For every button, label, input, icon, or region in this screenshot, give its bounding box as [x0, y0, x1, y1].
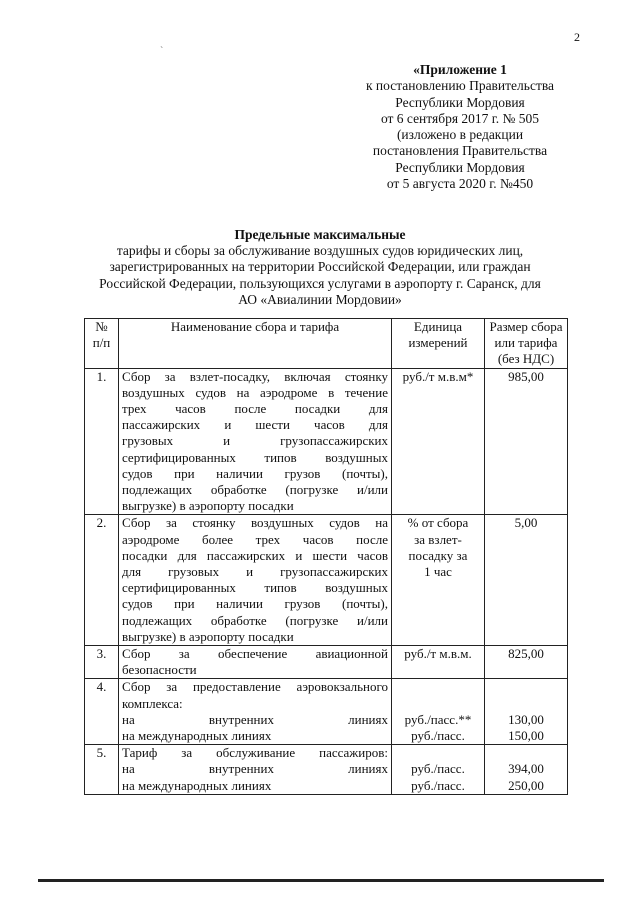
row-number: 1. [85, 368, 119, 515]
heading-line: зарегистрированных на территории Российской Федерации, или граждан [109, 259, 531, 275]
header-size-line: или тарифа [494, 335, 558, 351]
header-num-line: № [95, 319, 108, 334]
header-unit-line: измерений [408, 335, 468, 351]
row-unit-line: руб./пасс. [411, 728, 465, 744]
document-heading [80, 227, 560, 308]
row-unit [392, 368, 485, 515]
table-row [85, 745, 568, 795]
table-row [85, 679, 568, 745]
row-name-line: посадки для пассажирских и шести часов [122, 547, 388, 563]
row-name-line: безопасности [122, 662, 197, 678]
heading-line: АО «Авиалинии Мордовии» [238, 291, 402, 307]
row-value-line: 5,00 [514, 515, 538, 531]
table-row [85, 368, 568, 515]
row-number: 2. [85, 515, 119, 646]
row-name-line: выгрузке) в аэропорту посадки [122, 498, 294, 514]
row-name-line: выгрузке) в аэропорту посадки [122, 628, 294, 644]
row-name-line: Сбор за взлет-посадку, включая стоянку [122, 368, 388, 384]
appendix-title: «Приложение 1 [413, 62, 507, 77]
appendix-line: от 5 августа 2020 г. №450 [386, 176, 534, 192]
row-name-line: Тариф за обслуживание пассажиров: [122, 745, 388, 761]
row-unit [392, 745, 485, 795]
scan-mark: ˋ [160, 46, 164, 57]
appendix-line: (изложено в редакции [396, 127, 524, 143]
row-value-line: 250,00 [508, 777, 544, 793]
row-name-line: аэродроме более трех часов после [122, 531, 388, 547]
header-unit [392, 319, 485, 369]
row-name [119, 679, 392, 745]
row-value-line: 150,00 [508, 728, 544, 744]
row-name-line: на международных линиях [122, 777, 272, 793]
row-unit [392, 679, 485, 745]
row-unit-line: посадку за [408, 547, 468, 563]
row-value-line: 825,00 [508, 646, 544, 662]
row-unit-line [395, 745, 481, 761]
heading-line: Российской Федерации, пользующихся услугами в аэропорту г. Саранск, для [99, 275, 541, 291]
row-value-line [488, 696, 564, 712]
heading-main: Предельные максимальные [234, 227, 406, 242]
tariffs-table [84, 318, 568, 795]
page-bottom-rule [38, 879, 604, 882]
table-header-row [85, 319, 568, 369]
row-name-line: судов при наличии грузов (почты), [122, 596, 388, 612]
row-unit [392, 515, 485, 646]
row-value [485, 679, 568, 745]
row-name [119, 745, 392, 795]
row-name-line: трех часов после посадки для [122, 401, 388, 417]
row-unit [392, 646, 485, 679]
appendix-line: Республики Мордовия [395, 94, 525, 110]
header-size-line: (без НДС) [497, 351, 555, 367]
row-unit-line: руб./т м.в.м* [402, 368, 474, 384]
row-unit-line [395, 696, 481, 712]
row-name-line: сертифицированных типов воздушных [122, 580, 388, 596]
header-num-line: п/п [92, 335, 111, 351]
row-name-line: пассажирских и шести часов для [122, 417, 388, 433]
row-name [119, 515, 392, 646]
row-value-line [488, 679, 564, 695]
row-name-line: судов при наличии грузов (почты), [122, 465, 388, 481]
row-unit-line: 1 час [424, 564, 452, 580]
row-name [119, 646, 392, 679]
row-name-line: на внутренних линиях [122, 711, 388, 727]
appendix-line: постановления Правительства [372, 143, 548, 159]
row-name-line: комплекса: [122, 695, 183, 711]
row-value [485, 368, 568, 515]
row-name-line: на международных линиях [122, 728, 272, 744]
appendix-header [340, 62, 580, 192]
row-number: 5. [85, 745, 119, 795]
row-name-line: воздушных судов на аэродроме в течение [122, 384, 388, 400]
row-value-line: 130,00 [508, 711, 544, 727]
row-unit-line: руб./т м.в.м. [404, 646, 472, 662]
row-name-line: на внутренних линиях [122, 761, 388, 777]
row-unit-line: руб./пасс. [411, 761, 465, 777]
row-name-line: для грузовых и грузопассажирских [122, 564, 388, 580]
header-unit-line: Единица [413, 319, 463, 334]
row-name-line: сертифицированных типов воздушных [122, 449, 388, 465]
appendix-line: Республики Мордовия [395, 159, 525, 175]
row-value-line [488, 745, 564, 761]
appendix-line: к постановлению Правительства [365, 78, 555, 94]
appendix-line: от 6 сентября 2017 г. № 505 [380, 110, 540, 126]
row-unit-line: за взлет- [414, 531, 462, 547]
row-number: 4. [85, 679, 119, 745]
row-name-line: подлежащих обработке (погрузке и/или [122, 612, 388, 628]
table-row [85, 515, 568, 646]
heading-line: тарифы и сборы за обслуживание воздушных судов юридических лиц, [116, 243, 524, 259]
row-name [119, 368, 392, 515]
row-value-line: 985,00 [508, 368, 544, 384]
row-value-line: 394,00 [508, 761, 544, 777]
table-body [85, 368, 568, 794]
row-name-line: Сбор за стоянку воздушных судов на [122, 515, 388, 531]
header-size [485, 319, 568, 369]
row-value [485, 646, 568, 679]
header-size-line: Размер сбора [489, 319, 563, 334]
row-unit-line: руб./пасс. [411, 777, 465, 793]
row-name-line: грузовых и грузопассажирских [122, 433, 388, 449]
row-name-line: подлежащих обработке (погрузке и/или [122, 482, 388, 498]
row-name-line: Сбор за обеспечение авиационной [122, 646, 388, 662]
row-value [485, 515, 568, 646]
row-name-line: Сбор за предоставление аэровокзального [122, 679, 388, 695]
header-name: Наименование сбора и тарифа [119, 319, 392, 369]
row-unit-line: % от сбора [407, 515, 469, 531]
table-row [85, 646, 568, 679]
page-number: 2 [574, 30, 580, 44]
row-value [485, 745, 568, 795]
row-unit-line: руб./пасс.** [404, 711, 472, 727]
header-num [85, 319, 119, 369]
row-unit-line [395, 679, 481, 695]
row-number: 3. [85, 646, 119, 679]
